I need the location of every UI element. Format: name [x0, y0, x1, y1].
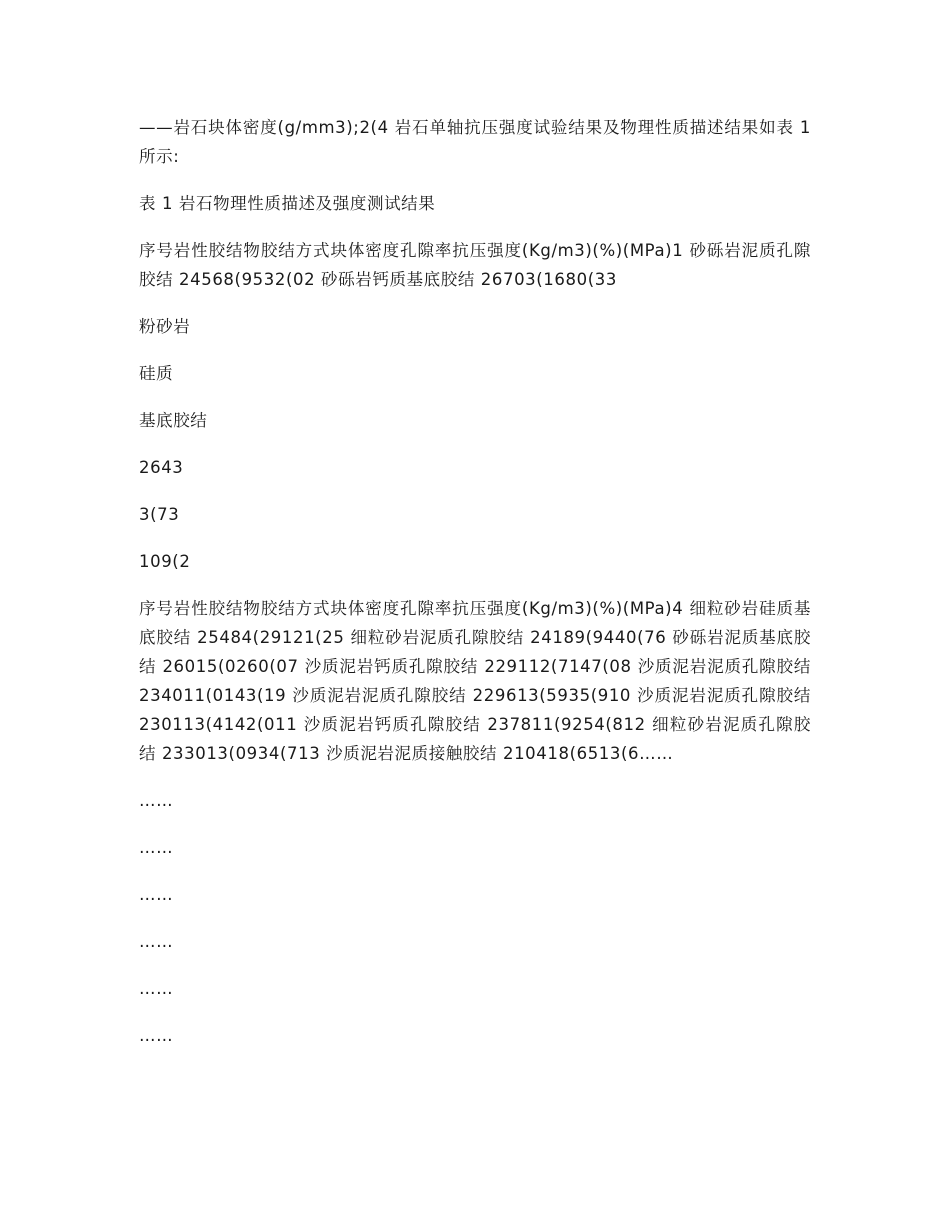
- table-cell-density: 2643: [139, 458, 184, 477]
- table-cell-strength: 109(2: [139, 552, 191, 571]
- table-cell-cement: 硅质: [139, 364, 174, 383]
- ellipsis-line: ……: [139, 838, 174, 857]
- document-body: [139, 113, 811, 1068]
- table-caption: 表 1 岩石物理性质描述及强度测试结果: [139, 194, 436, 213]
- intro-paragraph: ——岩石块体密度(g/mm3);2(4 岩石单轴抗压强度试验结果及物理性质描述结果如表 1 所示:: [139, 118, 811, 166]
- table-row-text-1: 序号岩性胶结物胶结方式块体密度孔隙率抗压强度(Kg/m3)(%)(MPa)1 砂砾岩泥质孔隙胶结 24568(9532(02 砂砾岩钙质基底胶结 26703(1680(33: [139, 241, 811, 289]
- ellipsis-line: ……: [139, 979, 174, 998]
- ellipsis-line: ……: [139, 932, 174, 951]
- ellipsis-line: ……: [139, 791, 174, 810]
- table-cell-lithology: 粉砂岩: [139, 317, 191, 336]
- table-row-text-2: 序号岩性胶结物胶结方式块体密度孔隙率抗压强度(Kg/m3)(%)(MPa)4 细粒砂岩硅质基底胶结 25484(29121(25 细粒砂岩泥质孔隙胶结 24189(9440(76 砂砾岩泥质基底胶结 26015(0260(07 沙质泥岩钙质孔隙胶结 229112(7147(08 沙质泥岩泥质孔隙胶结 234011(0143(19 沙质泥岩泥质孔隙胶结 229613(5935(910 沙质泥岩泥质孔隙胶结 230113(4142(011 沙质泥岩钙质孔隙胶结 237811(9254(812 细粒砂岩泥质孔隙胶结 233013(0934(713 沙质泥岩泥质接触胶结 210418(6513(6……: [139, 599, 811, 763]
- ellipsis-line: ……: [139, 885, 174, 904]
- table-cell-cementation-type: 基底胶结: [139, 411, 208, 430]
- table-cell-porosity: 3(73: [139, 505, 180, 524]
- ellipsis-line: ……: [139, 1026, 174, 1045]
